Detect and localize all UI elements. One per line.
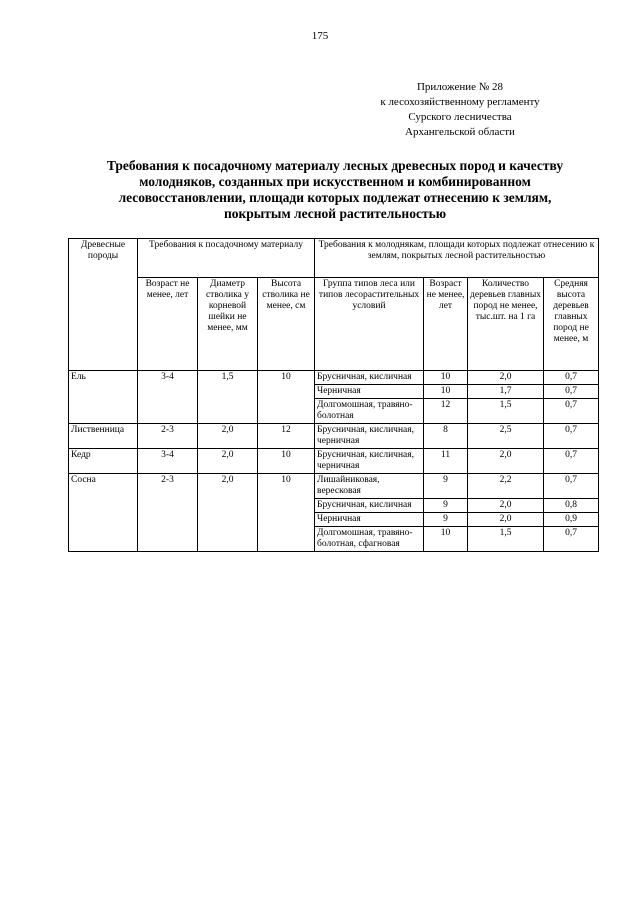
forest-type-group: Лишайниковая, вересковая [315,474,424,499]
forest-type-group: Долгомошная, травяно-болотная [315,399,424,424]
species-name: Кедр [69,449,138,474]
young-age: 10 [424,371,468,385]
appendix-line: к лесохозяйственному регламенту [380,96,540,108]
mean-height: 0,7 [544,449,599,474]
young-age: 9 [424,474,468,499]
forest-type-group: Черничная [315,385,424,399]
title-line: покрытым лесной растительностью [223,206,447,221]
tree-count: 2,2 [468,474,544,499]
stem-height: 10 [258,371,315,424]
table-row [69,424,599,449]
species-name: Лиственница [69,424,138,449]
tree-count: 2,0 [468,371,544,385]
stem-diameter: 1,5 [198,371,258,424]
header-mean-height: Средняя высота деревьев главных пород не менее, м [544,278,599,371]
tree-count: 1,7 [468,385,544,399]
table-row [69,449,599,474]
mean-height: 0,7 [544,371,599,385]
document-title [70,158,600,222]
species-name: Сосна [69,474,138,552]
header-young-age: Возраст не менее, лет [424,278,468,371]
header-stem-height: Высота стволика не менее, см [258,278,315,371]
forest-type-group: Брусничная, кисличная, черничная [315,424,424,449]
forest-type-group: Черничная [315,513,424,527]
requirements-table [68,238,599,552]
mean-height: 0,7 [544,474,599,499]
stem-height: 10 [258,474,315,552]
seedling-age: 2-3 [138,474,198,552]
header-stem-diameter: Диаметр стволика у корневой шейки не менее, мм [198,278,258,371]
young-age: 10 [424,385,468,399]
mean-height: 0,7 [544,385,599,399]
mean-height: 0,7 [544,424,599,449]
forest-type-group: Брусничная, кисличная [315,499,424,513]
header-seedling-age: Возраст не менее, лет [138,278,198,371]
young-age: 11 [424,449,468,474]
page-number: 175 [311,30,329,42]
header-tree-count: Количество деревьев главных пород не менее, тыс.шт. на 1 га [468,278,544,371]
stem-diameter: 2,0 [198,424,258,449]
seedling-age: 3-4 [138,449,198,474]
forest-type-group: Долгомошная, травяно-болотная, сфагновая [315,527,424,552]
tree-count: 2,0 [468,513,544,527]
appendix-caption [340,80,580,140]
table-row [69,474,599,499]
stem-diameter: 2,0 [198,474,258,552]
young-age: 9 [424,499,468,513]
young-age: 8 [424,424,468,449]
young-age: 12 [424,399,468,424]
stem-height: 10 [258,449,315,474]
header-species: Древесные породы [69,239,138,371]
tree-count: 2,0 [468,499,544,513]
forest-type-group: Брусничная, кисличная [315,371,424,385]
title-line: молодняков, созданных при искусственном и комбинированном [139,174,531,189]
seedling-age: 2-3 [138,424,198,449]
table-row [69,371,599,385]
title-line: лесовосстановлении, площади которых подлежат отнесению к землям, [118,190,552,205]
mean-height: 0,9 [544,513,599,527]
tree-count: 1,5 [468,527,544,552]
mean-height: 0,8 [544,499,599,513]
appendix-line: Архангельской области [405,126,515,138]
appendix-line: Приложение № 28 [416,81,504,93]
young-age: 9 [424,513,468,527]
young-age: 10 [424,527,468,552]
tree-count: 2,5 [468,424,544,449]
tree-count: 2,0 [468,449,544,474]
mean-height: 0,7 [544,527,599,552]
stem-diameter: 2,0 [198,449,258,474]
mean-height: 0,7 [544,399,599,424]
tree-count: 1,5 [468,399,544,424]
seedling-age: 3-4 [138,371,198,424]
header-forest-type-group: Группа типов леса или типов лесорастительных условий [315,278,424,371]
stem-height: 12 [258,424,315,449]
species-name: Ель [69,371,138,424]
title-line: Требования к посадочному материалу лесных древесных пород и качеству [106,158,564,173]
forest-type-group: Брусничная, кисличная, черничная [315,449,424,474]
appendix-line: Сурского лесничества [408,111,512,123]
header-planting-material: Требования к посадочному материалу [138,239,315,278]
header-young-stands: Требования к молоднякам, площади которых подлежат отнесению к землям, покрытых лесной растительностью [315,239,599,278]
